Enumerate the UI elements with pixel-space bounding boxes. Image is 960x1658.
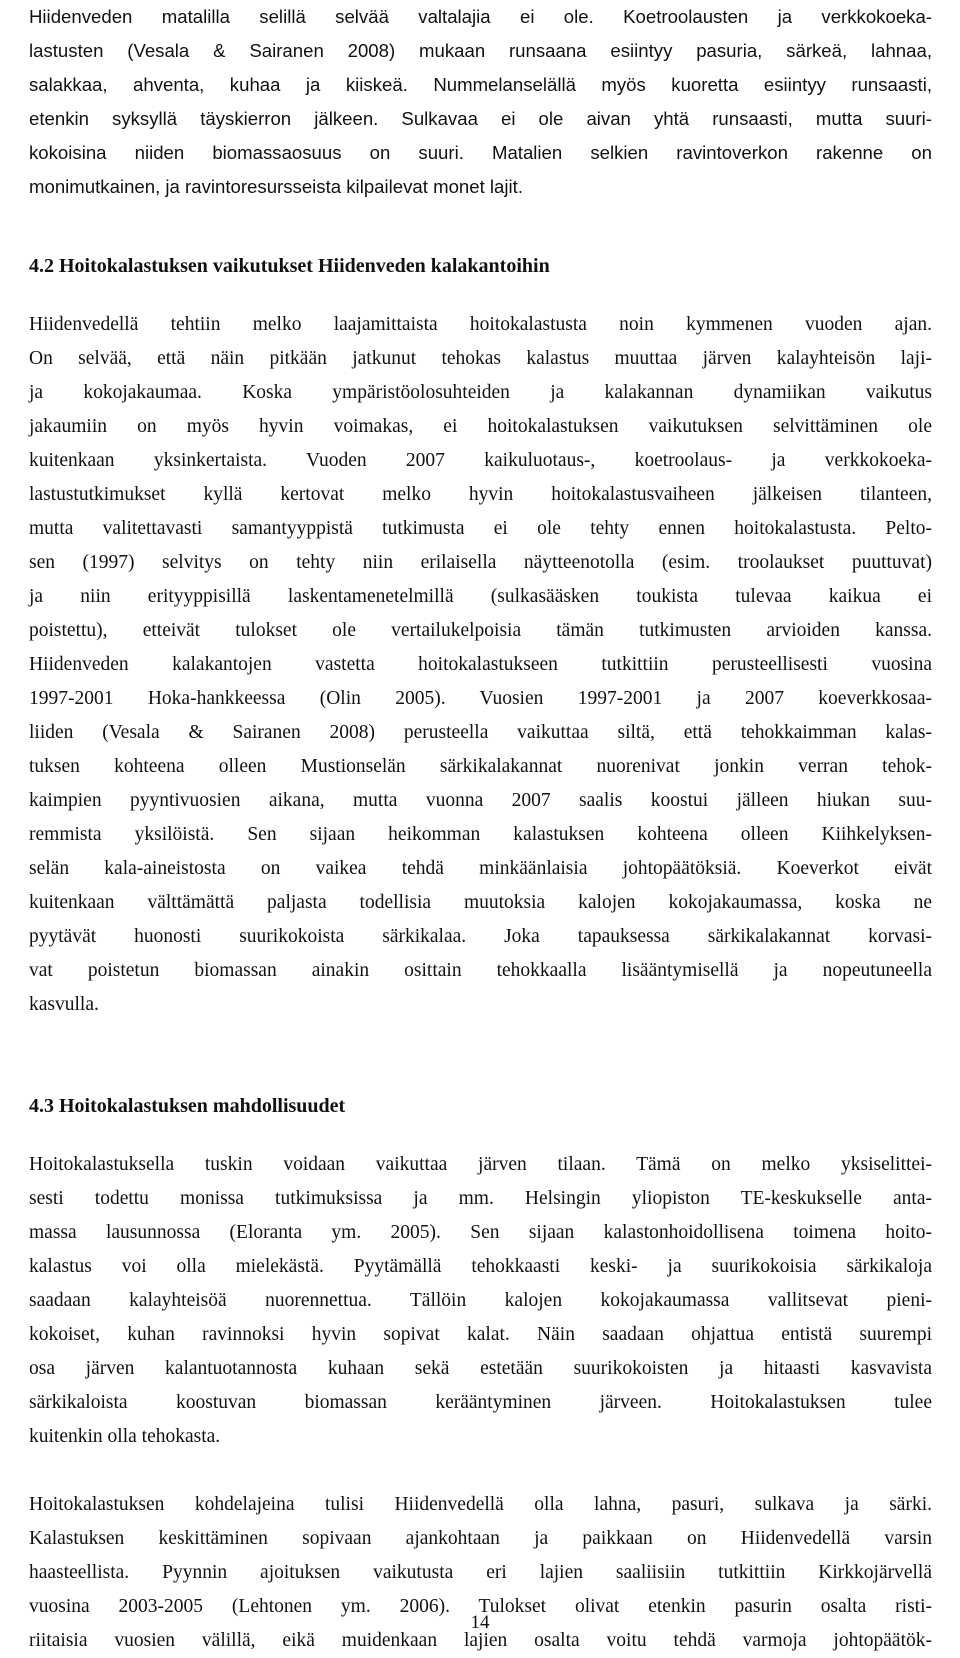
text-line: etenkin syksyllä täyskierron jälkeen. Sulkavaa ei ole aivan yhtä runsaasti, mutta suuri-	[29, 108, 932, 129]
text-line: mutta valitettavasti samantyyppistä tutkimusta ei ole tehty ennen hoitokalastusta. Pelto-	[29, 518, 932, 539]
text-line: sesti todettu monissa tutkimuksissa ja mm. Helsingin yliopiston TE-keskukselle anta-	[29, 1188, 932, 1209]
text-line: Hoitokalastuksella tuskin voidaan vaikuttaa järven tilaan. Tämä on melko yksiselittei-	[29, 1154, 932, 1175]
text-line: kokoisina niiden biomassaosuus on suuri. Matalien selkien ravintoverkon rakenne on	[29, 142, 932, 163]
text-line: vuosina 2003-2005 (Lehtonen ym. 2006). Tulokset olivat etenkin pasurin osalta risti-	[29, 1596, 932, 1617]
text-line: Hiidenveden kalakantojen vastetta hoitokalastukseen tutkittiin perusteellisesti vuosina	[29, 654, 932, 675]
text-line: osa järven kalantuotannosta kuhaan sekä estetään suurikokoisten ja hitaasti kasvavista	[29, 1358, 932, 1379]
text-line: massa lausunnossa (Eloranta ym. 2005). Sen sijaan kalastonhoidollisena toimena hoito-	[29, 1222, 932, 1243]
text-line: Hoitokalastuksen kohdelajeina tulisi Hiidenvedellä olla lahna, pasuri, sulkava ja särki.	[29, 1494, 932, 1515]
text-line: sen (1997) selvitys on tehty niin erilaisella näytteenotolla (esim. troolaukset puuttuvat)	[29, 552, 932, 573]
text-line: Kalastuksen keskittäminen sopivaan ajankohtaan ja paikkaan on Hiidenvedellä varsin	[29, 1528, 932, 1549]
page-number: 14	[470, 1612, 490, 1633]
section-4-2-paragraph	[29, 308, 932, 1022]
text-line: kaimpien pyyntivuosien aikana, mutta vuonna 2007 saalis koostui jälleen hiukan suu-	[29, 790, 932, 811]
text-line: liiden (Vesala & Sairanen 2008) perusteella vaikuttaa siltä, että tehokkaimman kalas-	[29, 722, 932, 743]
text-line: selän kala-aineistosta on vaikea tehdä minkäänlaisia johtopäätöksiä. Koeverkot eivät	[29, 858, 932, 879]
text-line: tuksen kohteena olleen Mustionselän särkikalakannat nuorenivat jonkin verran tehok-	[29, 756, 932, 777]
text-line: riitaisia vuosien välillä, eikä muidenkaan lajien osalta voitu tehdä varmoja johtopäätök-	[29, 1630, 932, 1651]
text-line: Hiidenveden matalilla selillä selvää valtalajia ei ole. Koetroolausten ja verkkokoeka-	[29, 6, 932, 27]
text-line: kasvulla.	[29, 994, 99, 1015]
section-4-3-paragraph-1	[29, 1148, 932, 1454]
text-line: kalastus voi olla mielekästä. Pyytämällä tehokkaasti keski- ja suurikokoisia särkikaloja	[29, 1256, 932, 1277]
text-line: lastusten (Vesala & Sairanen 2008) mukaan runsaana esiintyy pasuria, särkeä, lahnaa,	[29, 40, 932, 61]
text-line: salakkaa, ahventa, kuhaa ja kiiskeä. Nummelanselällä myös kuoretta esiintyy runsaasti,	[29, 74, 932, 95]
text-line: ja kokojakaumaa. Koska ympäristöolosuhteiden ja kalakannan dynamiikan vaikutus	[29, 382, 932, 403]
text-line: ja niin erityyppisillä laskentamenetelmillä (sulkasääsken toukista tulevaa kaikua ei	[29, 586, 932, 607]
text-line: vat poistetun biomassan ainakin osittain tehokkaalla lisääntymisellä ja nopeutuneella	[29, 960, 932, 981]
text-line: remmista yksilöistä. Sen sijaan heikomman kalastuksen kohteena olleen Kiihkelyksen-	[29, 824, 932, 845]
text-line: kuitenkin olla tehokasta.	[29, 1426, 221, 1447]
text-line: kokoiset, kuhan ravinnoksi hyvin sopivat kalat. Näin saadaan ohjattua entistä suurempi	[29, 1324, 932, 1345]
text-line: särkikaloista koostuvan biomassan kerääntyminen järveen. Hoitokalastuksen tulee	[29, 1392, 932, 1413]
document-page	[29, 0, 932, 1658]
text-line: 1997-2001 Hoka-hankkeessa (Olin 2005). Vuosien 1997-2001 ja 2007 koeverkkosaa-	[29, 688, 932, 709]
text-line: poistettu), etteivät tulokset ole vertailukelpoisia tämän tutkimusten arvioiden kanssa.	[29, 620, 932, 641]
text-line: On selvää, että näin pitkään jatkunut tehokas kalastus muuttaa järven kalayhteisön laji-	[29, 348, 932, 369]
text-line: jakaumiin on myös hyvin voimakas, ei hoitokalastuksen vaikutuksen selvittäminen ole	[29, 416, 932, 437]
text-line: haasteellista. Pyynnin ajoituksen vaikutusta eri lajien saaliisiin tutkittiin Kirkkojärvellä	[29, 1562, 932, 1583]
text-line: lastustutkimukset kyllä kertovat melko hyvin hoitokalastusvaiheen jälkeisen tilanteen,	[29, 484, 932, 505]
text-line: saadaan kalayhteisöä nuorennettua. Tällöin kalojen kokojakaumassa vallitsevat pieni-	[29, 1290, 932, 1311]
intro-paragraph	[29, 0, 932, 204]
text-line: kuitenkaan yksinkertaista. Vuoden 2007 kaikuluotaus-, koetroolaus- ja verkkokoeka-	[29, 450, 932, 471]
text-line: pyytävät huonosti suurikokoista särkikalaa. Joka tapauksessa särkikalakannat korvasi-	[29, 926, 932, 947]
section-heading-4-2: 4.2 Hoitokalastuksen vaikutukset Hiidenveden kalakantoihin	[29, 255, 550, 277]
text-line: Hiidenvedellä tehtiin melko laajamittaista hoitokalastusta noin kymmenen vuoden ajan.	[29, 314, 932, 335]
text-line: monimutkainen, ja ravintoresursseista kilpailevat monet lajit.	[29, 176, 523, 197]
section-heading-4-3: 4.3 Hoitokalastuksen mahdollisuudet	[29, 1095, 346, 1117]
text-line: kuitenkaan välttämättä paljasta todellisia muutoksia kalojen kokojakaumassa, koska ne	[29, 892, 932, 913]
